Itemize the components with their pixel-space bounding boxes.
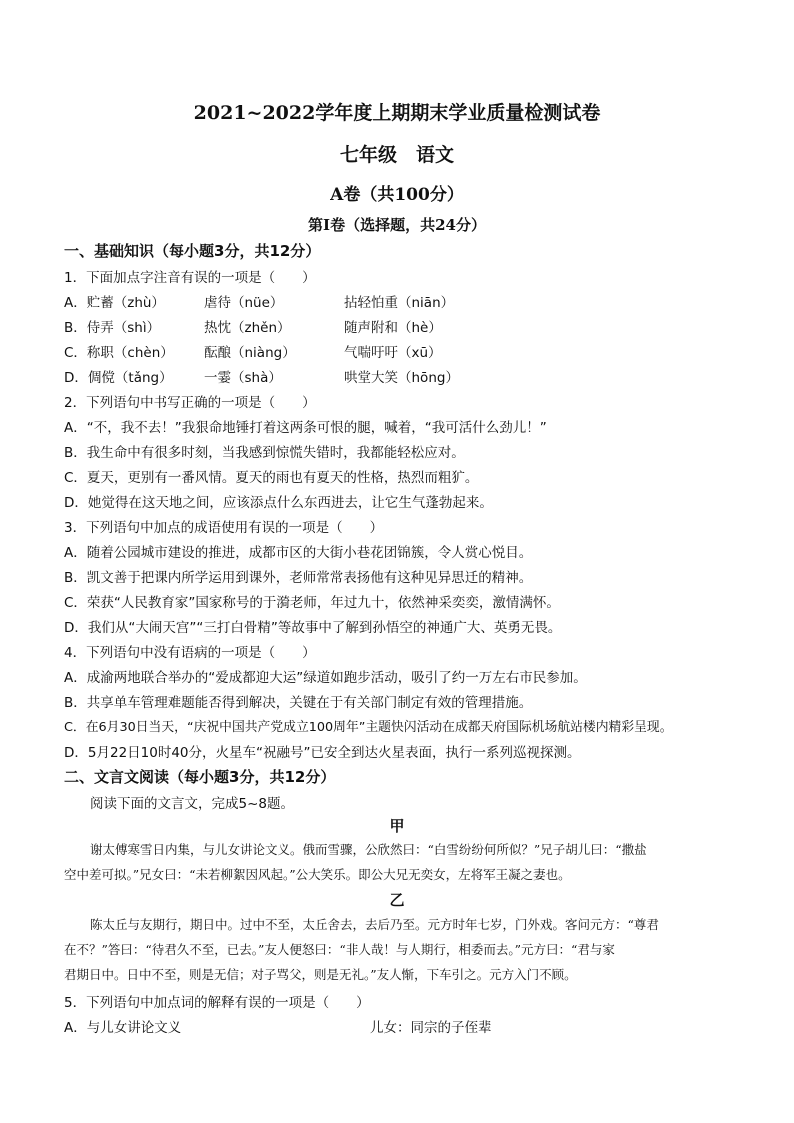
q4-option-c: C．在6月30日当天，“庆祝中国共产党成立100周年”主题快闪活动在成都天府国际机场航站楼内精彩呈现。 — [64, 720, 673, 735]
q2-option-a: A．“不，我不去！”我狠命地锤打着这两条可恨的腿，喊着，“我可活什么劲儿！” — [64, 420, 547, 436]
passage-jia-line-1: 谢太傅寒雪日内集，与儿女讲论文义。俄而雪骤，公欣然曰：“白雪纷纷何所似？”兄子胡儿曰：“撒盐 — [90, 842, 647, 857]
section-classical-reading-heading: 二、文言文阅读（每小题3分，共12分） — [64, 768, 336, 786]
volume-a-heading: A卷（共100分） — [330, 185, 464, 205]
q1-option-a: A．贮蓄（zhù） — [64, 295, 165, 311]
q1-option-d-word2: 一霎（shà） — [204, 370, 282, 386]
q1-option-d: D．倜傥（tǎng） — [64, 370, 173, 386]
q3-option-a: A．随着公园城市建设的推进，成都市区的大街小巷花团锦簇，令人赏心悦目。 — [64, 545, 533, 561]
grade-subject: 七年级 语文 — [339, 144, 454, 166]
passage-yi-label: 乙 — [389, 891, 405, 909]
q3-option-c: C．荣获“人民教育家”国家称号的于漪老师，年过九十，依然神采奕奕，激情满怀。 — [64, 595, 560, 611]
q1-option-a-word2: 虐待（nüe） — [204, 295, 284, 311]
section-basic-knowledge-heading: 一、基础知识（每小题3分，共12分） — [64, 242, 321, 260]
q1-option-d-word3: 哄堂大笑（hōng） — [344, 370, 459, 386]
q1-option-b-word2: 热忱（zhěn） — [204, 320, 291, 336]
passage-yi-line-3: 君期日中。日中不至，则是无信；对子骂父，则是无礼。”友人惭，下车引之。元方入门不顾。 — [64, 967, 577, 982]
q1-option-c-word2: 酝酿（niàng） — [204, 345, 296, 361]
q2-option-c: C．夏天，更别有一番风情。夏天的雨也有夏天的性格，热烈而粗犷。 — [64, 470, 479, 486]
question-2-stem: 2．下列语句中书写正确的一项是（ ） — [64, 395, 316, 411]
reading-instruction: 阅读下面的文言文，完成5~8题。 — [90, 796, 294, 812]
exam-title: 2021~2022学年度上期期末学业质量检测试卷 — [193, 102, 601, 124]
q3-option-b: B．凯文善于把课内所学运用到课外，老师常常表扬他有这种见异思迁的精神。 — [64, 570, 533, 586]
q1-option-b-word3: 随声附和（hè） — [344, 320, 442, 336]
q2-option-d: D．她觉得在这天地之间，应该添点什么东西进去，让它生气蓬勃起来。 — [64, 495, 493, 511]
passage-jia-label: 甲 — [389, 817, 405, 835]
q1-option-a-word3: 拈轻怕重（niān） — [344, 295, 455, 311]
q3-option-d: D．我们从“大闹天宫”“三打白骨精”等故事中了解到孙悟空的神通广大、英勇无畏。 — [64, 620, 562, 636]
q5-option-a-sentence: A．与儿女讲论文义 — [64, 1020, 182, 1036]
q5-option-a-explanation: 儿女：同宗的子侄辈 — [370, 1020, 492, 1036]
passage-jia-line-2: 空中差可拟。”兄女曰：“未若柳絮因风起。”公大笑乐。即公大兄无奕女，左将军王凝之妻也。 — [64, 867, 571, 882]
question-1-stem: 1．下面加点字注音有误的一项是（ ） — [64, 270, 316, 286]
passage-yi-line-2: 在不？”答曰：“待君久不至，已去。”友人便怒曰：“非人哉！与人期行，相委而去。”元方曰：“君与家 — [64, 942, 615, 957]
question-4-stem: 4．下列语句中没有语病的一项是（ ） — [64, 645, 316, 661]
q4-option-a: A．成渝两地联合举办的“爱成都迎大运”绿道如跑步活动，吸引了约一万左右市民参加。 — [64, 670, 587, 686]
q2-option-b: B．我生命中有很多时刻，当我感到惊慌失错时，我都能轻松应对。 — [64, 445, 465, 461]
part-one-heading: 第Ⅰ卷（选择题，共24分） — [308, 216, 486, 234]
question-3-stem: 3．下列语句中加点的成语使用有误的一项是（ ） — [64, 520, 384, 536]
q1-option-c-word3: 气喘吁吁（xū） — [344, 345, 442, 361]
q1-option-b: B．侍弄（shì） — [64, 320, 161, 336]
q4-option-b: B．共享单车管理难题能否得到解决，关键在于有关部门制定有效的管理措施。 — [64, 695, 533, 711]
question-5-stem: 5．下列语句中加点词的解释有误的一项是（ ） — [64, 995, 370, 1011]
q1-option-c: C．称职（chèn） — [64, 345, 174, 361]
passage-yi-line-1: 陈太丘与友期行，期日中。过中不至，太丘舍去，去后乃至。元方时年七岁，门外戏。客问元方：“尊君 — [90, 917, 659, 932]
q4-option-d: D．5月22日10时40分，火星车“祝融号”已安全到达火星表面，执行一系列巡视探测。 — [64, 745, 581, 761]
